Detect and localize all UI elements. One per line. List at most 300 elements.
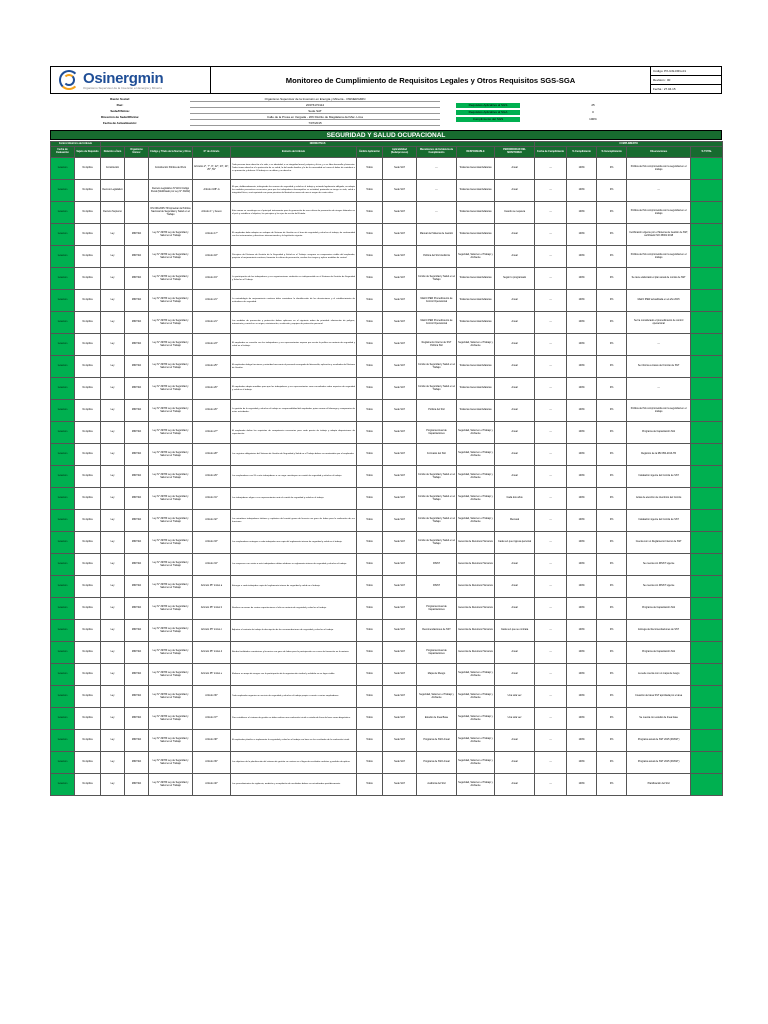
cell-fdate: --- [535, 158, 567, 180]
cell-total [691, 312, 723, 334]
cell-pc: 100% [567, 400, 597, 422]
cell-org [125, 202, 149, 224]
cell-evid: Reglamento Interno de SST Política SGI [417, 334, 457, 356]
cell-resp: Seguridad, Salud en el Trabajo y Ambiente [457, 444, 495, 466]
cell-fdate: --- [535, 488, 567, 510]
cell-fdate: --- [535, 400, 567, 422]
cell-pc: 100% [567, 180, 597, 202]
cell-fdate: --- [535, 664, 567, 686]
cell-resp: Gerencia de Recursos Humanos [457, 576, 495, 598]
cell-org: MINTRA [125, 224, 149, 246]
cell-art: Artículo 19° [193, 268, 231, 290]
cell-resp: Todas las Gerencias/Jefaturas [457, 180, 495, 202]
column-header: PERIODICIDAD DEL MONITOREO [495, 147, 535, 158]
cell-resp: Todas las Gerencias/Jefaturas [457, 356, 495, 378]
table-row [51, 752, 723, 774]
cell-subject: No Aplica [75, 532, 101, 554]
cell-subject: No Aplica [75, 378, 101, 400]
cell-resp: Gerencia de Recursos Humanos [457, 532, 495, 554]
cell-pc: 100% [567, 246, 597, 268]
cell-period: Anual [495, 180, 535, 202]
cell-org: MINTRA [125, 532, 149, 554]
cell-rel: Ley [101, 620, 125, 642]
cell-rel: Ley [101, 730, 125, 752]
cell-norm: Ley N° 29783 Ley de Seguridad y Salud en el Trabajo [149, 466, 193, 488]
cell-date: 15/06/2015 [51, 334, 75, 356]
cell-evid: --- [417, 202, 457, 224]
cell-art: Artículo 28° [193, 444, 231, 466]
cell-fdate: --- [535, 180, 567, 202]
cell-art: Artículo 25° [193, 356, 231, 378]
cell-org: MINTRA [125, 312, 149, 334]
cell-pi: 0% [597, 268, 627, 290]
cell-org: MINTRA [125, 246, 149, 268]
info-label: Dirección de Sede/Oficina: [100, 115, 139, 119]
cell-pc: 100% [567, 158, 597, 180]
cell-appl: Sede SAT [383, 400, 417, 422]
cell-obs: Política del SG comprometida con la seguridad en el trabajo [627, 246, 691, 268]
cell-norm: Ley N° 29783 Ley de Seguridad y Salud en el Trabajo [149, 268, 193, 290]
cell-appl: Sede SAT [383, 378, 417, 400]
cell-scope: Todos [357, 422, 383, 444]
cell-art: Artículo 29° [193, 466, 231, 488]
cell-rel: Ley [101, 356, 125, 378]
cell-scope: Todos [357, 532, 383, 554]
document-header [50, 66, 722, 94]
cell-rel: Ley [101, 444, 125, 466]
cell-rel: Ley [101, 334, 125, 356]
cell-pi: 0% [597, 532, 627, 554]
cell-art: Artículo 31° [193, 488, 231, 510]
cell-desc: La gestión de la seguridad y salud en el trabajo es responsabilidad del empleador, quien asume el liderazgo y compromiso de estas actividades. [231, 400, 357, 422]
cell-resp: Seguridad, Salud en el Trabajo y Ambiente [457, 708, 495, 730]
table-row [51, 664, 723, 686]
cell-art: Artículo 23° [193, 334, 231, 356]
cell-art: Artículo 35° inciso d [193, 642, 231, 664]
cell-appl: Sede SAT [383, 224, 417, 246]
cell-desc: Principios del Sistema de Gestión de la Seguridad y Salud en el Trabajo: asegurar un compromiso visible del empleador, propiciar el mejoramiento continuo, fomentar la cultura de prevención, evaluar los riesgos y aplicar medidas de control. [231, 246, 357, 268]
cell-total [691, 532, 723, 554]
table-row [51, 378, 723, 400]
cell-fdate: --- [535, 334, 567, 356]
cell-resp: Gerencia de Recursos Humanos [457, 620, 495, 642]
cell-scope: Todos [357, 708, 383, 730]
cell-desc: Los procedimientos de vigilancia, medición y recopilación de resultados deben ser actualizados periódicamente. [231, 774, 357, 796]
cell-norm: Ley N° 29783 Ley de Seguridad y Salud en el Trabajo [149, 664, 193, 686]
company-info [50, 96, 722, 126]
cell-appl: Sede SAT [383, 510, 417, 532]
cell-desc: El empleador en consulta con los trabajadores y sus representantes expone por escrito la política en materia de seguridad y salud en el trabajo. [231, 334, 357, 356]
cell-evid: Programa de SSO Anual [417, 752, 457, 774]
cell-art: Artículo 35° inciso a [193, 576, 231, 598]
cell-scope: Todos [357, 290, 383, 312]
cell-desc: Los empleadores entregan a cada trabajador una copia del reglamento interno de seguridad y salud en el trabajo. [231, 532, 357, 554]
cell-pc: 100% [567, 598, 597, 620]
cell-appl: Sede SAT [383, 466, 417, 488]
cell-total [691, 180, 723, 202]
cell-total [691, 334, 723, 356]
cell-org: MINTRA [125, 510, 149, 532]
cell-desc: El empleador planifica e implementa la seguridad y salud en el trabajo con base en los resultados de la evaluación inicial. [231, 730, 357, 752]
cell-norm: Ley N° 29783 Ley de Seguridad y Salud en el Trabajo [149, 422, 193, 444]
meta-code: Código: PX-GSI-FRG-01 [651, 67, 721, 76]
cell-fdate: --- [535, 576, 567, 598]
cell-org: MINTRA [125, 664, 149, 686]
summary-row [456, 109, 666, 115]
cell-pc: 100% [567, 752, 597, 774]
cell-desc: Esta norma se constituye en el principal instrumento para la generación de una cultura de prevención de riesgos laborales en el país y establece el objetivo, los principios y los ejes de acción del Estado. [231, 202, 357, 224]
cell-subject: No Aplica [75, 312, 101, 334]
cell-fdate: --- [535, 532, 567, 554]
cell-period: Una sola vez [495, 708, 535, 730]
cell-fdate: --- [535, 598, 567, 620]
cell-norm: Decreto Legislativo N°1101 Código Penal (Modificado por Ley N° 30222) [149, 180, 193, 202]
cell-subject: No Aplica [75, 554, 101, 576]
cell-org: MINTRA [125, 554, 149, 576]
cell-total [691, 488, 723, 510]
cell-pc: 100% [567, 268, 597, 290]
cell-evid: RISST [417, 554, 457, 576]
cell-obs: Política del SG comprometida con la seguridad en el trabajo [627, 202, 691, 224]
cell-resp: Gerencia de Recursos Humanos [457, 598, 495, 620]
cell-rel: Ley [101, 290, 125, 312]
cell-appl: Sede SAT [383, 422, 417, 444]
cell-resp: Seguridad, Salud en el Trabajo y Ambiente [457, 686, 495, 708]
cell-period: Anual [495, 774, 535, 796]
cell-date: 15/06/2015 [51, 708, 75, 730]
cell-fdate: --- [535, 642, 567, 664]
info-value: Calle de la Prosa en Vergada - 206 Distrito de Magdalena del Mar- Lima [190, 115, 440, 120]
cell-rel: Ley [101, 752, 125, 774]
cell-obs: Se cuenta con estudio de línea base [627, 708, 691, 730]
cell-appl: Sede SAT [383, 620, 417, 642]
cell-org: MINTRA [125, 444, 149, 466]
cell-date: 15/06/2015 [51, 356, 75, 378]
cell-resp: Gerencia de Recursos Humanos [457, 642, 495, 664]
cell-rel: Ley [101, 488, 125, 510]
cell-rel: Decreto Supremo [101, 202, 125, 224]
cell-scope: Todos [357, 246, 383, 268]
cell-pc: 100% [567, 466, 597, 488]
document-title: Monitoreo de Cumplimiento de Requisitos Legales y Otros Requisitos SGS-SGA [211, 67, 651, 93]
table-row [51, 312, 723, 334]
cell-obs: Planificación del SGI [627, 774, 691, 796]
table-row [51, 290, 723, 312]
cell-desc: Los registros obligatorios del Sistema de Gestión de Seguridad y Salud en el Trabajo deben ser mantenidos por el empleador. [231, 444, 357, 466]
cell-date: 15/06/2015 [51, 268, 75, 290]
table-row [51, 246, 723, 268]
cell-subject: No Aplica [75, 268, 101, 290]
cell-desc: El que, deliberadamente, infringiendo las normas de seguridad y salud en el trabajo y estando legalmente obligado, no adopte las medidas preventivas necesarias para que los trabajadores desempeñen su actividad, poniendo en riesgo su vida, salud o integridad física, será reprimido con pena privativa de libertad no menor de uno ni mayor de cuatro años. [231, 180, 357, 202]
cell-obs: Instalación vigente del Comité de SST [627, 466, 691, 488]
cell-period: Cuando se requiera [495, 202, 535, 224]
cell-total [691, 774, 723, 796]
cell-evid: Matriz IPER Procedimiento de Control Operacional [417, 312, 457, 334]
cell-total [691, 708, 723, 730]
cell-subject: No Aplica [75, 422, 101, 444]
cell-rel: Ley [101, 598, 125, 620]
info-label: Sede/Oficina: [110, 109, 130, 113]
cell-scope: Todos [357, 664, 383, 686]
column-header: % Incumplimiento [597, 147, 627, 158]
column-header: Mecanismos de Evidencia de Cumplimiento [417, 147, 457, 158]
meta-date: Fecha : 27.04.15 [653, 87, 676, 91]
column-header: Aplicabilidad (Sede/proceso) [383, 147, 417, 158]
cell-subject: No Aplica [75, 202, 101, 224]
cell-period: Anual [495, 224, 535, 246]
cell-norm: Ley N° 29783 Ley de Seguridad y Salud en el Trabajo [149, 400, 193, 422]
summary-label: Cumplimiento del SGS [456, 117, 520, 122]
summary-label: Requisitos Aplicables al SGS [456, 103, 520, 108]
column-header: Fecha de Evaluación [51, 147, 75, 158]
cell-obs: --- [627, 180, 691, 202]
cell-evid: Matriz IPER Procedimiento de Control Operacional [417, 290, 457, 312]
cell-period: Cada vez que ingresa personal [495, 532, 535, 554]
cell-scope: Todos [357, 576, 383, 598]
cell-fdate: --- [535, 268, 567, 290]
cell-obs: Creación del área SST aprobada por el área [627, 686, 691, 708]
cell-norm: Ley N° 29783 Ley de Seguridad y Salud en el Trabajo [149, 532, 193, 554]
cell-obs: Programa anual de SST 2015 (PASST) [627, 730, 691, 752]
cell-org: MINTRA [125, 620, 149, 642]
cell-evid: Estudio de línea Base [417, 708, 457, 730]
table-row [51, 224, 723, 246]
cell-resp: Seguridad, Salud en el Trabajo y Ambiente [457, 334, 495, 356]
cell-org: MINTRA [125, 466, 149, 488]
cell-subject: No Aplica [75, 686, 101, 708]
cell-desc: Las medidas de prevención y protección deben aplicarse en el siguiente orden de prioridad: eliminación de peligros, tratamiento y control en su origen, minimización, sustitución y equipos de protección personal. [231, 312, 357, 334]
cell-total [691, 664, 723, 686]
cell-desc: El empleador define los requisitos de competencia necesarios para cada puesto de trabajo y adopta disposiciones de capacitación. [231, 422, 357, 444]
info-label: Razón Social: [110, 97, 130, 101]
cell-total [691, 686, 723, 708]
cell-rel: Decreto Legislativo [101, 180, 125, 202]
cell-obs: Instalación vigente del Comité de SST [627, 510, 691, 532]
cell-resp: Seguridad, Salud en el Trabajo y Ambiente [457, 730, 495, 752]
cell-period: Anual [495, 290, 535, 312]
column-header: Código y Título de la Norma y Otros [149, 147, 193, 158]
cell-rel: Ley [101, 664, 125, 686]
meta-revision: Revisión : 00 [651, 76, 721, 85]
cell-desc: Los trabajadores eligen a sus representantes ante el comité de seguridad y salud en el trabajo. [231, 488, 357, 510]
cell-art: Artículo 26° [193, 378, 231, 400]
cell-period: Anual [495, 554, 535, 576]
cell-art: Artículo 35° inciso e [193, 664, 231, 686]
table-row [51, 510, 723, 532]
cell-desc: Adjuntar al contrato de trabajo la descripción de las recomendaciones de seguridad y salud en el trabajo. [231, 620, 357, 642]
cell-art: Artículo 26° [193, 400, 231, 422]
cell-appl: Sede SAT [383, 664, 417, 686]
cell-appl: Sede SAT [383, 246, 417, 268]
column-header: Observaciones [627, 147, 691, 158]
cell-fdate: --- [535, 554, 567, 576]
cell-art: Artículo 1° y Anexo [193, 202, 231, 224]
cell-total [691, 576, 723, 598]
cell-period: Cada dos años [495, 488, 535, 510]
cell-resp: Seguridad, Salud en el Trabajo y Ambiente [457, 664, 495, 686]
cell-evid: Comité de Seguridad y Salud en el Trabajo [417, 532, 457, 554]
cell-date: 15/06/2015 [51, 598, 75, 620]
table-row [51, 730, 723, 752]
cell-appl: Sede SAT [383, 312, 417, 334]
cell-pi: 0% [597, 554, 627, 576]
cell-fdate: --- [535, 752, 567, 774]
summary-row [456, 102, 666, 108]
cell-appl: Sede SAT [383, 730, 417, 752]
cell-total [691, 444, 723, 466]
cell-scope: Todos [357, 158, 383, 180]
table-row [51, 334, 723, 356]
cell-date: 15/06/2015 [51, 290, 75, 312]
cell-evid: --- [417, 180, 457, 202]
cell-evid: Programa de SSO Anual [417, 730, 457, 752]
cell-norm: Ley N° 29783 Ley de Seguridad y Salud en el Trabajo [149, 356, 193, 378]
info-value: Organismo Supervisor de la Inversión en Energía y Minería - OSINERGMIN [190, 97, 440, 102]
cell-org [125, 180, 149, 202]
cell-fdate: --- [535, 224, 567, 246]
cell-norm: Ley N° 29783 Ley de Seguridad y Salud en el Trabajo [149, 576, 193, 598]
info-label: Fecha de Actualización: [102, 121, 138, 125]
cell-org: MINTRA [125, 488, 149, 510]
cell-pc: 100% [567, 488, 597, 510]
cell-date: 15/06/2015 [51, 444, 75, 466]
cell-appl: Sede SAT [383, 576, 417, 598]
cell-resp: Todas las Gerencias/Jefaturas [457, 378, 495, 400]
cell-art: Artículos 2°, 7°, 9°, 22°, 23°, 24°, 25°, 59° [193, 158, 231, 180]
table-row [51, 268, 723, 290]
cell-evid: Programa Anual de Capacitaciones [417, 642, 457, 664]
cell-org: MINTRA [125, 576, 149, 598]
cell-subject: No Aplica [75, 246, 101, 268]
cell-total [691, 400, 723, 422]
cell-subject: No Aplica [75, 290, 101, 312]
cell-desc: Toda persona tiene derecho a la vida, a su identidad, a su integridad moral, psíquica y física, y a su libre desarrollo y bienestar. Todos tienen derecho a la protección de su salud, la del medio familiar y la de la comunidad así como el deber de contribuir a su promoción y defensa. El trabajo es un deber y un derecho. [231, 158, 357, 180]
cell-appl: Sede SAT [383, 708, 417, 730]
info-value: Sede SAT [190, 109, 440, 114]
cell-resp: Todas las Gerencias/Jefaturas [457, 312, 495, 334]
cell-pi: 0% [597, 774, 627, 796]
cell-scope: Todos [357, 444, 383, 466]
cell-date: 15/06/2015 [51, 730, 75, 752]
cell-pi: 0% [597, 356, 627, 378]
cell-obs: Se cuenta con RISST vigente [627, 554, 691, 576]
cell-desc: Las empresas con veinte o más trabajadores deben elaborar su reglamento interno de seguridad y salud en el trabajo. [231, 554, 357, 576]
cell-pc: 100% [567, 686, 597, 708]
cell-scope: Todos [357, 202, 383, 224]
cell-appl: Sede SAT [383, 752, 417, 774]
cell-period: Mensual [495, 510, 535, 532]
cell-total [691, 290, 723, 312]
cell-period: Anual [495, 356, 535, 378]
cell-evid: Recomendaciones de SST [417, 620, 457, 642]
cell-date: 15/06/2015 [51, 554, 75, 576]
column-header: Relación a Ítem [101, 147, 125, 158]
info-row [50, 120, 440, 126]
cell-evid: Seguridad, Salud en el Trabajo y Ambiente [417, 686, 457, 708]
cell-scope: Todos [357, 730, 383, 752]
cell-period: Anual [495, 246, 535, 268]
cell-scope: Todos [357, 334, 383, 356]
table-row [51, 554, 723, 576]
table-row [51, 642, 723, 664]
table-row [51, 466, 723, 488]
cell-date: 15/06/2015 [51, 180, 75, 202]
cell-rel: Ley [101, 466, 125, 488]
cell-rel: Ley [101, 576, 125, 598]
cell-pc: 100% [567, 422, 597, 444]
cell-appl: Sede SAT [383, 554, 417, 576]
cell-fdate: --- [535, 686, 567, 708]
cell-total [691, 466, 723, 488]
cell-total [691, 554, 723, 576]
cell-rel: Ley [101, 774, 125, 796]
cell-evid: Manual del Sistema de Gestión [417, 224, 457, 246]
cell-rel: Constitución [101, 158, 125, 180]
cell-date: 15/06/2015 [51, 510, 75, 532]
cell-rel: Ley [101, 246, 125, 268]
cell-resp: Seguridad, Salud en el Trabajo y Ambiente [457, 488, 495, 510]
cell-desc: El empleador adopta medidas para que los trabajadores y sus representantes sean consultados sobre aspectos de seguridad y salud en el trabajo. [231, 378, 357, 400]
cell-date: 15/06/2015 [51, 158, 75, 180]
cell-scope: Todos [357, 378, 383, 400]
cell-date: 15/06/2015 [51, 664, 75, 686]
column-header: Extracto del Artículo [231, 147, 357, 158]
cell-fdate: --- [535, 378, 567, 400]
cell-evid: Política del SGI [417, 400, 457, 422]
table-row [51, 444, 723, 466]
table-row [51, 400, 723, 422]
cell-total [691, 642, 723, 664]
cell-date: 15/06/2015 [51, 774, 75, 796]
cell-fdate: --- [535, 620, 567, 642]
cell-pi: 0% [597, 378, 627, 400]
cell-fdate: --- [535, 202, 567, 224]
cell-resp: Seguridad, Salud en el Trabajo y Ambiente [457, 466, 495, 488]
cell-pc: 100% [567, 334, 597, 356]
cell-pc: 100% [567, 202, 597, 224]
cell-appl: Sede SAT [383, 158, 417, 180]
cell-pc: 100% [567, 554, 597, 576]
cell-pc: 100% [567, 708, 597, 730]
cell-norm: Ley N° 29783 Ley de Seguridad y Salud en el Trabajo [149, 686, 193, 708]
cell-period: Una sola vez [495, 686, 535, 708]
cell-art: Artículo 38° [193, 730, 231, 752]
cell-org: MINTRA [125, 598, 149, 620]
cell-rel: Ley [101, 268, 125, 290]
cell-appl: Sede SAT [383, 686, 417, 708]
cell-norm: Ley N° 29783 Ley de Seguridad y Salud en el Trabajo [149, 554, 193, 576]
section-title: SEGURIDAD Y SALUD OCUPACIONAL [50, 130, 722, 140]
cell-art: Artículo 27° [193, 422, 231, 444]
cell-date: 15/06/2015 [51, 224, 75, 246]
cell-scope: Todos [357, 180, 383, 202]
cell-resp: Todas las Gerencias/Jefaturas [457, 158, 495, 180]
cell-obs: Matriz IPER actualizada en el año 2015 [627, 290, 691, 312]
cell-obs: Programa de Capacitación SGI [627, 598, 691, 620]
cell-subject: No Aplica [75, 356, 101, 378]
cell-fdate: --- [535, 290, 567, 312]
cumplimiento-group-header: CUMPLIMIENTO [535, 142, 723, 147]
cell-org [125, 158, 149, 180]
cell-resp: Todas las Gerencias/Jefaturas [457, 224, 495, 246]
cell-period: Anual [495, 312, 535, 334]
cell-subject: No Aplica [75, 158, 101, 180]
cell-date: 15/06/2015 [51, 312, 75, 334]
cell-scope: Todos [357, 774, 383, 796]
cell-desc: Elaborar un mapa de riesgos con la participación de la organización sindical y exhibirlo en un lugar visible. [231, 664, 357, 686]
cell-scope: Todos [357, 554, 383, 576]
cell-date: 15/06/2015 [51, 422, 75, 444]
